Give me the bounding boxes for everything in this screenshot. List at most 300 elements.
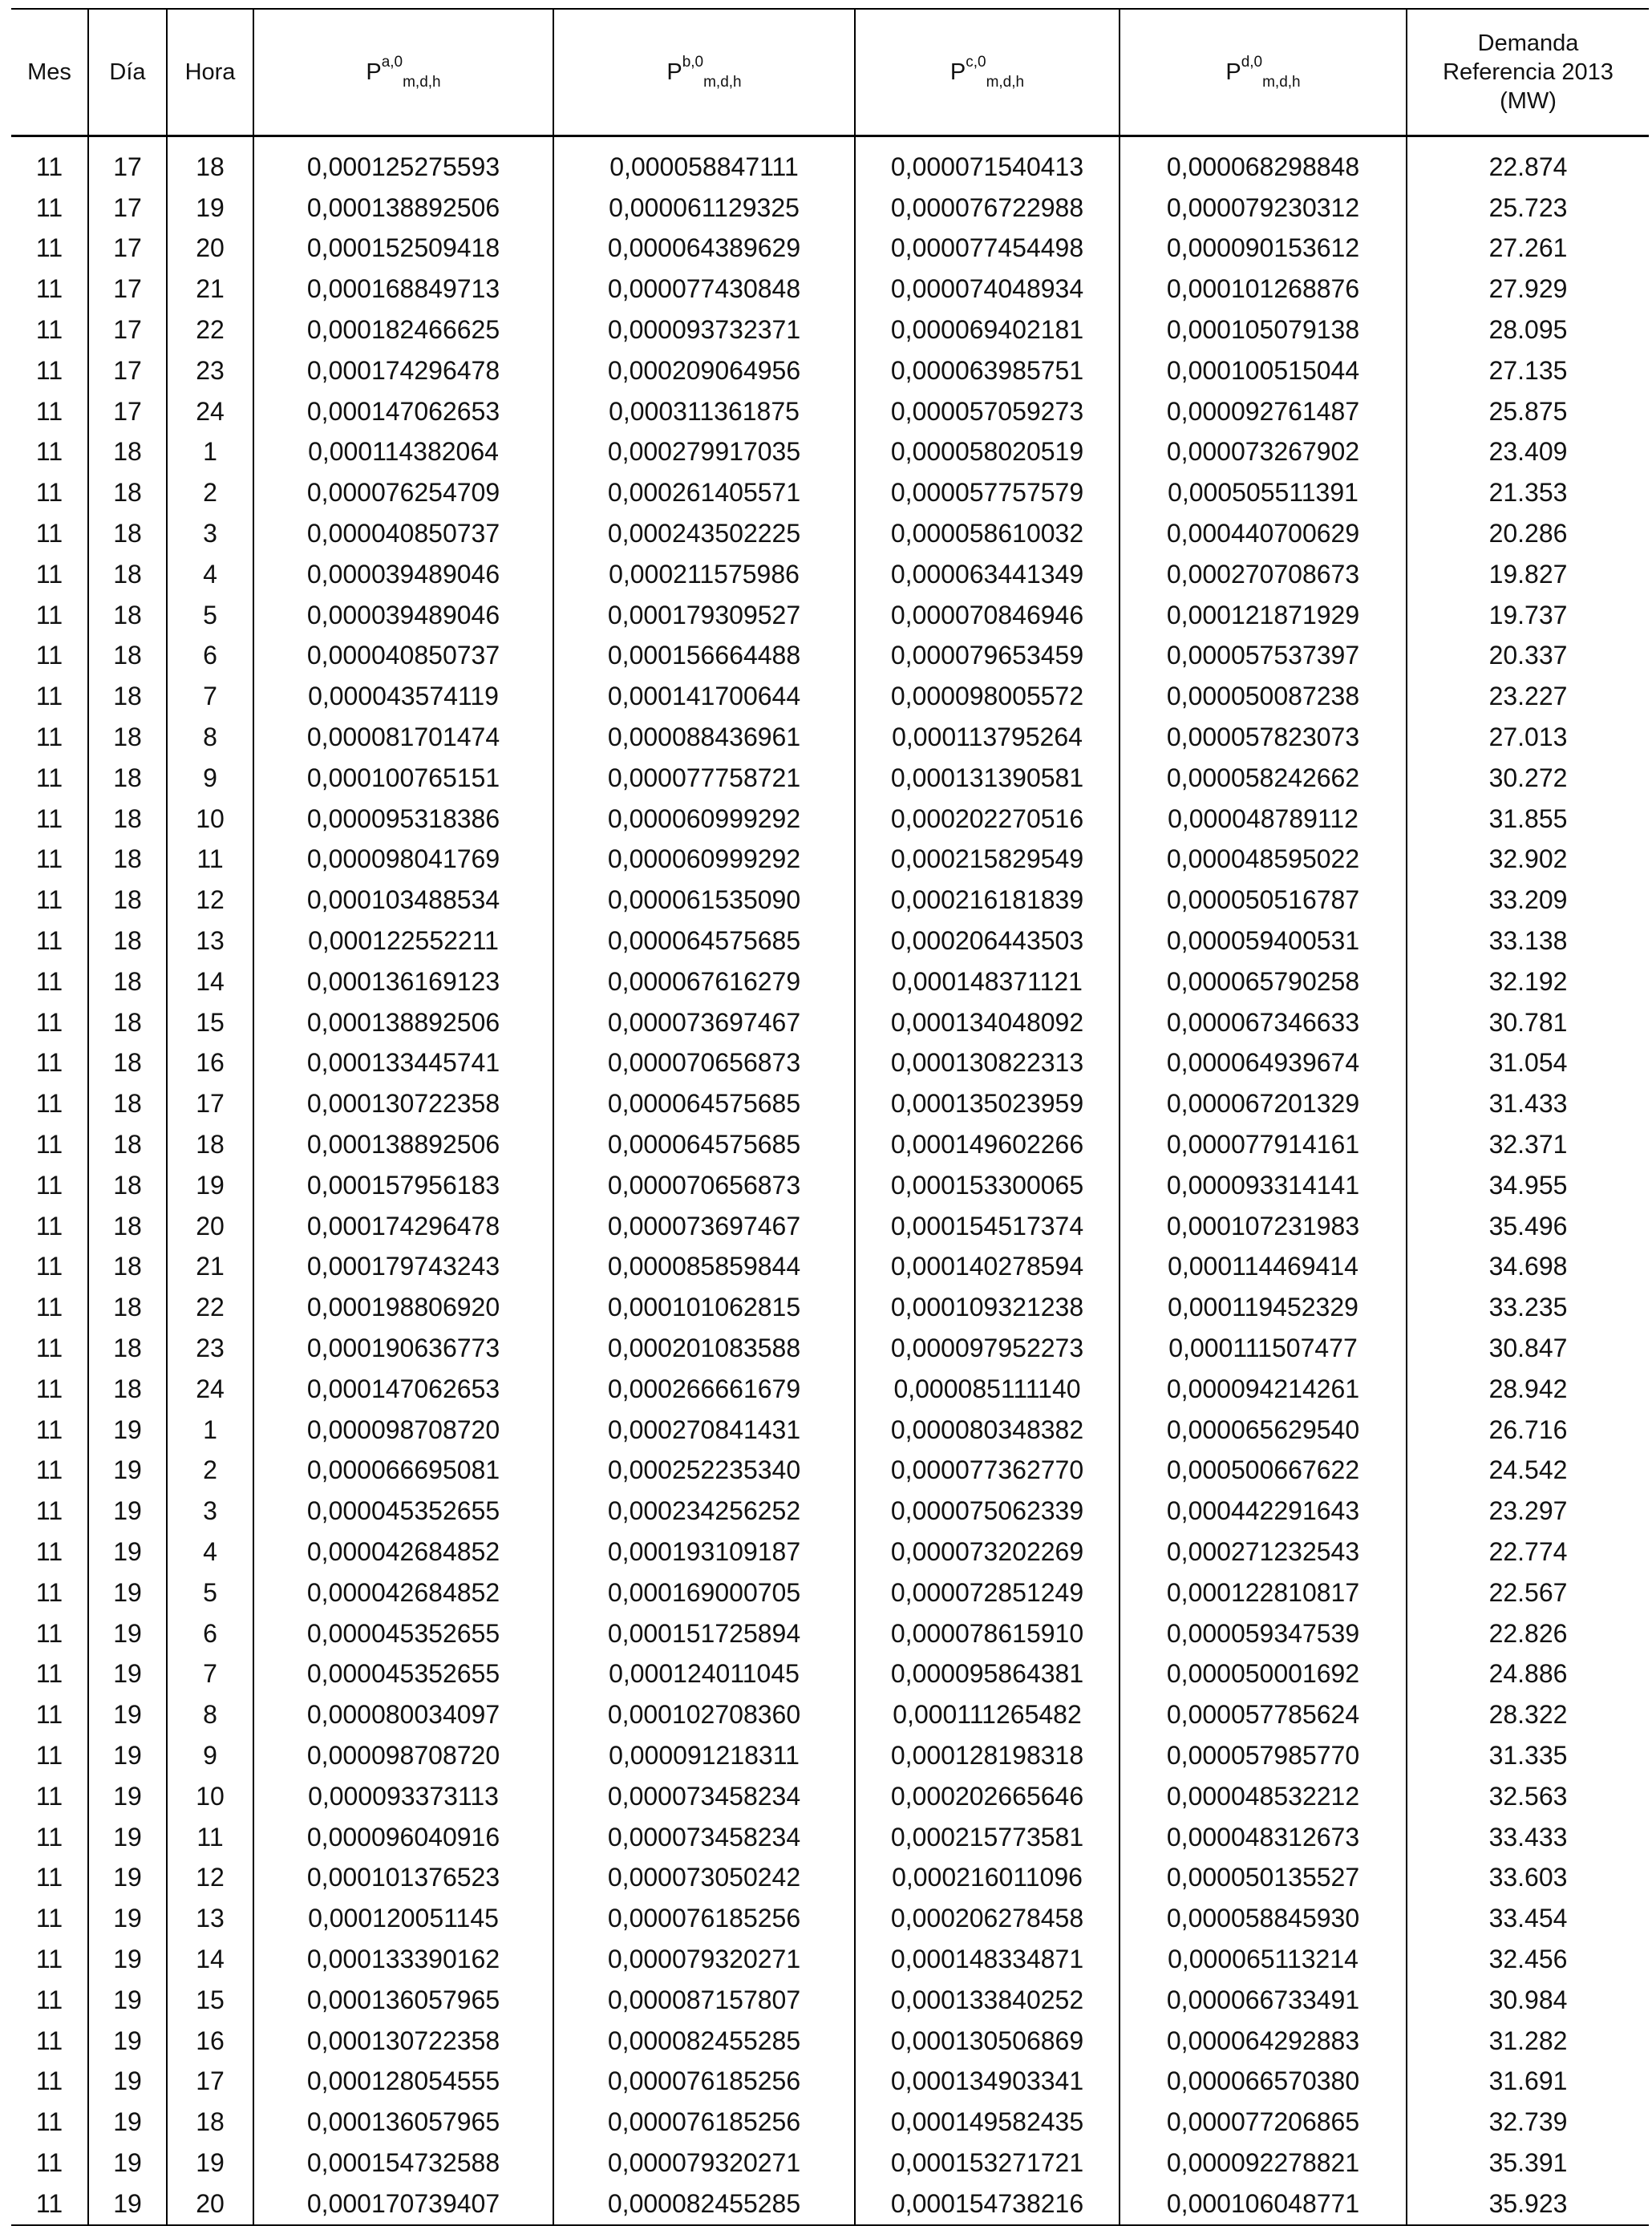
cell-mes: 11 [35,1700,63,1730]
cell-dia: 19 [88,1532,167,1572]
cell-hora: 22 [167,1287,253,1328]
cell-hora: 14 [167,961,253,1002]
table-row [11,188,1649,229]
cell-pc: 0,000057757579 [855,472,1120,513]
header-demanda-line1: Demanda [1477,30,1579,56]
cell-pd: 0,000050001692 [1120,1653,1407,1694]
cell-pa: 0,000182466625 [253,310,553,350]
cell-pc: 0,000076722988 [855,188,1120,229]
cell-demanda: 35.496 [1407,1206,1649,1247]
cell-demanda: 23.297 [1407,1491,1649,1532]
cell-demanda: 25.875 [1407,391,1649,432]
cell-pd: 0,000500667622 [1120,1451,1407,1491]
header-pc-sup: c,0 [966,53,986,71]
cell-pc: 0,000130506869 [855,2021,1120,2062]
cell-dia: 19 [88,1817,167,1858]
cell-hora: 10 [167,799,253,840]
cell-dia: 18 [88,595,167,636]
cell-pa: 0,000043574119 [253,676,553,717]
cell-mes: 11 [35,1577,63,1607]
cell-pd: 0,000107231983 [1120,1206,1407,1247]
cell-pc: 0,000149582435 [855,2102,1120,2143]
cell-dia: 18 [88,636,167,677]
cell-pc: 0,000154738216 [855,2184,1120,2225]
header-pa-sup: a,0 [381,53,403,71]
cell-pc: 0,000140278594 [855,1247,1120,1288]
header-pc-sub: m,d,h [986,73,1025,91]
cell-mes: 11 [35,396,63,426]
cell-dia: 18 [88,472,167,513]
cell-pd: 0,000050087238 [1120,676,1407,717]
cell-pb: 0,000091218311 [553,1735,855,1776]
cell-pa: 0,000122552211 [253,921,553,961]
cell-pb: 0,000261405571 [553,472,855,513]
cell-mes: 11 [35,274,63,304]
cell-pa: 0,000045352655 [253,1653,553,1694]
table-row [11,1491,1649,1532]
cell-pa: 0,000168849713 [253,269,553,310]
table-row [11,1980,1649,2021]
cell-pa: 0,000138892506 [253,1002,553,1043]
cell-mes: 11 [35,1293,63,1322]
cell-pb: 0,000243502225 [553,513,855,554]
cell-pa: 0,000098708720 [253,1735,553,1776]
cell-pb: 0,000064389629 [553,229,855,269]
cell-pd: 0,000111507477 [1120,1328,1407,1369]
cell-pb: 0,000064575685 [553,1124,855,1165]
cell-demanda: 22.774 [1407,1532,1649,1572]
cell-dia: 18 [88,961,167,1002]
table-row [11,799,1649,840]
cell-hora: 19 [167,2143,253,2184]
cell-pc: 0,000131390581 [855,758,1120,799]
cell-mes: 11 [35,315,63,345]
cell-pd: 0,000090153612 [1120,229,1407,269]
cell-mes: 11 [35,803,63,833]
cell-pb: 0,000073697467 [553,1206,855,1247]
table-row [11,1410,1649,1451]
cell-pb: 0,000076185256 [553,1898,855,1939]
cell-pc: 0,000202270516 [855,799,1120,840]
cell-pa: 0,000157956183 [253,1165,553,1206]
cell-pc: 0,000134903341 [855,2061,1120,2102]
table-row [11,1613,1649,1654]
cell-demanda: 33.235 [1407,1287,1649,1328]
cell-pc: 0,000113795264 [855,717,1120,758]
probability-table [11,8,1649,2226]
cell-pc: 0,000153271721 [855,2143,1120,2184]
cell-pc: 0,000216011096 [855,1857,1120,1898]
cell-pa: 0,000136169123 [253,961,553,1002]
table-body [11,136,1649,2225]
cell-demanda: 22.567 [1407,1572,1649,1613]
cell-mes: 11 [35,1374,63,1403]
table-row [11,1043,1649,1084]
cell-hora: 4 [167,554,253,595]
cell-mes: 11 [35,559,63,589]
cell-hora: 6 [167,636,253,677]
cell-pd: 0,000092278821 [1120,2143,1407,2184]
cell-hora: 21 [167,1247,253,1288]
cell-mes: 11 [35,1415,63,1444]
cell-pd: 0,000100515044 [1120,350,1407,391]
cell-dia: 19 [88,2143,167,2184]
table-row [11,1735,1649,1776]
cell-dia: 18 [88,758,167,799]
table-row [11,1287,1649,1328]
cell-pd: 0,000068298848 [1120,147,1407,188]
cell-pa: 0,000130722358 [253,1083,553,1124]
cell-mes: 11 [35,2107,63,2137]
cell-hora: 12 [167,1857,253,1898]
cell-pc: 0,000075062339 [855,1491,1120,1532]
table-row [11,229,1649,269]
cell-demanda: 22.826 [1407,1613,1649,1654]
cell-mes: 11 [35,1904,63,1933]
table-row [11,513,1649,554]
header-demanda [1407,9,1649,136]
cell-demanda: 31.335 [1407,1735,1649,1776]
cell-pc: 0,000148371121 [855,961,1120,1002]
cell-demanda: 19.737 [1407,595,1649,636]
cell-dia: 19 [88,1939,167,1980]
cell-hora: 20 [167,229,253,269]
table-row [11,1694,1649,1735]
cell-dia: 17 [88,147,167,188]
cell-dia: 19 [88,1980,167,2021]
cell-pa: 0,000147062653 [253,391,553,432]
cell-hora: 18 [167,147,253,188]
cell-pa: 0,000100765151 [253,758,553,799]
cell-pa: 0,000066695081 [253,1451,553,1491]
cell-hora: 2 [167,1451,253,1491]
header-mes: Mes [11,9,88,136]
cell-mes: 11 [35,844,63,874]
table-row [11,1532,1649,1572]
cell-pa: 0,000045352655 [253,1491,553,1532]
cell-pc: 0,000215773581 [855,1817,1120,1858]
cell-pa: 0,000128054555 [253,2061,553,2102]
cell-mes: 11 [35,1211,63,1240]
cell-pd: 0,000059347539 [1120,1613,1407,1654]
cell-hora: 3 [167,1491,253,1532]
cell-hora: 17 [167,2061,253,2102]
table-row [11,595,1649,636]
cell-mes: 11 [35,192,63,222]
header-pb-sub: m,d,h [703,73,742,91]
cell-demanda: 23.409 [1407,432,1649,473]
cell-dia: 18 [88,1043,167,1084]
table-row [11,2184,1649,2225]
cell-mes: 11 [35,1496,63,1526]
cell-hora: 23 [167,1328,253,1369]
cell-mes: 11 [35,1822,63,1852]
cell-pb: 0,000082455285 [553,2021,855,2062]
cell-mes: 11 [35,1334,63,1362]
header-row [11,9,1649,136]
cell-pb: 0,000076185256 [553,2102,855,2143]
cell-demanda: 30.272 [1407,758,1649,799]
cell-hora: 7 [167,1653,253,1694]
cell-demanda: 35.391 [1407,2143,1649,2184]
table-row [11,554,1649,595]
header-pb [553,9,855,136]
cell-demanda: 28.095 [1407,310,1649,350]
table-row [11,1369,1649,1410]
cell-dia: 18 [88,1369,167,1410]
cell-demanda: 30.984 [1407,1980,1649,2021]
cell-mes: 11 [35,437,63,467]
cell-mes: 11 [35,1130,63,1160]
header-pc-base: P [949,59,966,85]
cell-pd: 0,000050516787 [1120,880,1407,921]
table-row [11,1165,1649,1206]
cell-pd: 0,000092761487 [1120,391,1407,432]
cell-pd: 0,000106048771 [1120,2184,1407,2225]
cell-pb: 0,000070656873 [553,1043,855,1084]
cell-pa: 0,000179743243 [253,1247,553,1288]
cell-pa: 0,000093373113 [253,1776,553,1817]
cell-pb: 0,000085859844 [553,1247,855,1288]
header-pb-base: P [666,59,682,85]
cell-pa: 0,000152509418 [253,229,553,269]
cell-pa: 0,000039489046 [253,554,553,595]
cell-pc: 0,000206278458 [855,1898,1120,1939]
table-row [11,1939,1649,1980]
cell-pb: 0,000169000705 [553,1572,855,1613]
cell-dia: 19 [88,2021,167,2062]
cell-pd: 0,000067346633 [1120,1002,1407,1043]
cell-demanda: 21.353 [1407,472,1649,513]
cell-pa: 0,000136057965 [253,2102,553,2143]
cell-pc: 0,000072851249 [855,1572,1120,1613]
cell-mes: 11 [35,1944,63,1973]
table-row [11,921,1649,961]
cell-mes: 11 [35,2147,63,2177]
cell-pd: 0,000058242662 [1120,758,1407,799]
cell-pb: 0,000211575986 [553,554,855,595]
cell-pc: 0,000063441349 [855,554,1120,595]
cell-pd: 0,000077206865 [1120,2102,1407,2143]
cell-demanda: 23.227 [1407,676,1649,717]
cell-demanda: 35.923 [1407,2184,1649,2225]
table-row [11,1083,1649,1124]
cell-pa: 0,000130722358 [253,2021,553,2062]
cell-pd: 0,000058845930 [1120,1898,1407,1939]
cell-pd: 0,000270708673 [1120,554,1407,595]
cell-dia: 19 [88,2184,167,2225]
cell-mes: 11 [35,926,63,956]
cell-pb: 0,000279917035 [553,432,855,473]
header-pd-sup: d,0 [1241,53,1263,71]
cell-demanda: 31.282 [1407,2021,1649,2062]
cell-hora: 14 [167,1939,253,1980]
cell-pd: 0,000271232543 [1120,1532,1407,1572]
cell-hora: 21 [167,269,253,310]
cell-pb: 0,000156664488 [553,636,855,677]
cell-pd: 0,000065790258 [1120,961,1407,1002]
cell-hora: 20 [167,1206,253,1247]
cell-pb: 0,000058847111 [553,147,855,188]
cell-pc: 0,000077362770 [855,1451,1120,1491]
cell-pa: 0,000170739407 [253,2184,553,2225]
cell-mes: 11 [35,641,63,670]
cell-pa: 0,000154732588 [253,2143,553,2184]
cell-pb: 0,000209064956 [553,350,855,391]
cell-pc: 0,000134048092 [855,1002,1120,1043]
cell-pd: 0,000065113214 [1120,1939,1407,1980]
cell-pb: 0,000201083588 [553,1328,855,1369]
cell-dia: 18 [88,432,167,473]
cell-pc: 0,000085111140 [855,1369,1120,1410]
cell-pc: 0,000080348382 [855,1410,1120,1451]
cell-hora: 17 [167,1083,253,1124]
table-row [11,269,1649,310]
header-pc [855,9,1120,136]
table-row [11,1247,1649,1288]
cell-demanda: 24.542 [1407,1451,1649,1491]
cell-demanda: 33.603 [1407,1857,1649,1898]
cell-pb: 0,000270841431 [553,1410,855,1451]
cell-pa: 0,000040850737 [253,513,553,554]
table-row [11,2021,1649,2062]
cell-pb: 0,000061129325 [553,188,855,229]
cell-pc: 0,000077454498 [855,229,1120,269]
cell-pb: 0,000073697467 [553,1002,855,1043]
cell-pb: 0,000179309527 [553,595,855,636]
cell-pb: 0,000082455285 [553,2184,855,2225]
cell-mes: 11 [35,1985,63,2014]
cell-demanda: 32.192 [1407,961,1649,1002]
cell-pa: 0,000098041769 [253,840,553,880]
cell-dia: 18 [88,799,167,840]
header-pd-sub: m,d,h [1262,73,1301,91]
table-row [11,1002,1649,1043]
cell-hora: 9 [167,758,253,799]
cell-pc: 0,000148334871 [855,1939,1120,1980]
cell-pb: 0,000234256252 [553,1491,855,1532]
table-row [11,147,1649,188]
table-row [11,472,1649,513]
cell-hora: 11 [167,840,253,880]
table-row [11,2061,1649,2102]
cell-pa: 0,000138892506 [253,1124,553,1165]
cell-hora: 19 [167,188,253,229]
cell-pc: 0,000128198318 [855,1735,1120,1776]
cell-mes: 11 [35,966,63,996]
cell-dia: 19 [88,1451,167,1491]
cell-pb: 0,000193109187 [553,1532,855,1572]
cell-pd: 0,000077914161 [1120,1124,1407,1165]
header-dia: Día [88,9,167,136]
cell-dia: 17 [88,188,167,229]
cell-hora: 23 [167,350,253,391]
cell-mes: 11 [35,1659,63,1689]
table-row [11,432,1649,473]
cell-pa: 0,000147062653 [253,1369,553,1410]
cell-pc: 0,000215829549 [855,840,1120,880]
cell-mes: 11 [35,1618,63,1648]
cell-pa: 0,000138892506 [253,188,553,229]
cell-hora: 16 [167,1043,253,1084]
cell-pa: 0,000076254709 [253,472,553,513]
cell-mes: 11 [35,1536,63,1566]
cell-pc: 0,000097952273 [855,1328,1120,1369]
cell-pd: 0,000442291643 [1120,1491,1407,1532]
cell-pa: 0,000098708720 [253,1410,553,1451]
cell-pa: 0,000080034097 [253,1694,553,1735]
cell-pb: 0,000073050242 [553,1857,855,1898]
cell-hora: 11 [167,1817,253,1858]
header-pd [1120,9,1407,136]
cell-pd: 0,000057785624 [1120,1694,1407,1735]
cell-pd: 0,000059400531 [1120,921,1407,961]
cell-demanda: 31.691 [1407,2061,1649,2102]
cell-pb: 0,000064575685 [553,1083,855,1124]
cell-mes: 11 [35,478,63,508]
cell-demanda: 33.454 [1407,1898,1649,1939]
cell-mes: 11 [35,2066,63,2096]
cell-pa: 0,000042684852 [253,1532,553,1572]
cell-mes: 11 [35,1863,63,1892]
cell-mes: 11 [35,682,63,711]
cell-dia: 19 [88,1694,167,1735]
cell-mes: 11 [11,2184,88,2225]
table-row [11,1776,1649,1817]
table-row [11,1898,1649,1939]
cell-demanda: 32.456 [1407,1939,1649,1980]
cell-pb: 0,000067616279 [553,961,855,1002]
cell-mes: 11 [35,1252,63,1281]
cell-pc: 0,000109321238 [855,1287,1120,1328]
cell-dia: 18 [88,921,167,961]
cell-pa: 0,000101376523 [253,1857,553,1898]
cell-pd: 0,000065629540 [1120,1410,1407,1451]
cell-demanda: 31.433 [1407,1083,1649,1124]
table-row [11,636,1649,677]
cell-pd: 0,000050135527 [1120,1857,1407,1898]
cell-hora: 4 [167,1532,253,1572]
cell-pc: 0,000111265482 [855,1694,1120,1735]
cell-pd: 0,000057823073 [1120,717,1407,758]
cell-dia: 19 [88,2102,167,2143]
cell-pb: 0,000266661679 [553,1369,855,1410]
cell-hora: 13 [167,1898,253,1939]
cell-demanda: 33.138 [1407,921,1649,961]
cell-hora: 5 [167,1572,253,1613]
cell-pc: 0,000133840252 [855,1980,1120,2021]
cell-pd: 0,000121871929 [1120,595,1407,636]
cell-hora: 5 [167,595,253,636]
cell-pd: 0,000057985770 [1120,1735,1407,1776]
cell-hora: 19 [167,1165,253,1206]
cell-demanda: 28.322 [1407,1694,1649,1735]
cell-pc: 0,000078615910 [855,1613,1120,1654]
cell-demanda: 34.698 [1407,1247,1649,1288]
cell-dia: 18 [88,1124,167,1165]
cell-pb: 0,000252235340 [553,1451,855,1491]
cell-demanda: 26.716 [1407,1410,1649,1451]
cell-dia: 17 [88,391,167,432]
cell-dia: 18 [88,1083,167,1124]
cell-pb: 0,000061535090 [553,880,855,921]
cell-pc: 0,000153300065 [855,1165,1120,1206]
cell-hora: 20 [167,2184,253,2225]
cell-hora: 1 [167,432,253,473]
cell-dia: 18 [88,1287,167,1328]
cell-dia: 17 [88,229,167,269]
cell-demanda: 32.902 [1407,840,1649,880]
